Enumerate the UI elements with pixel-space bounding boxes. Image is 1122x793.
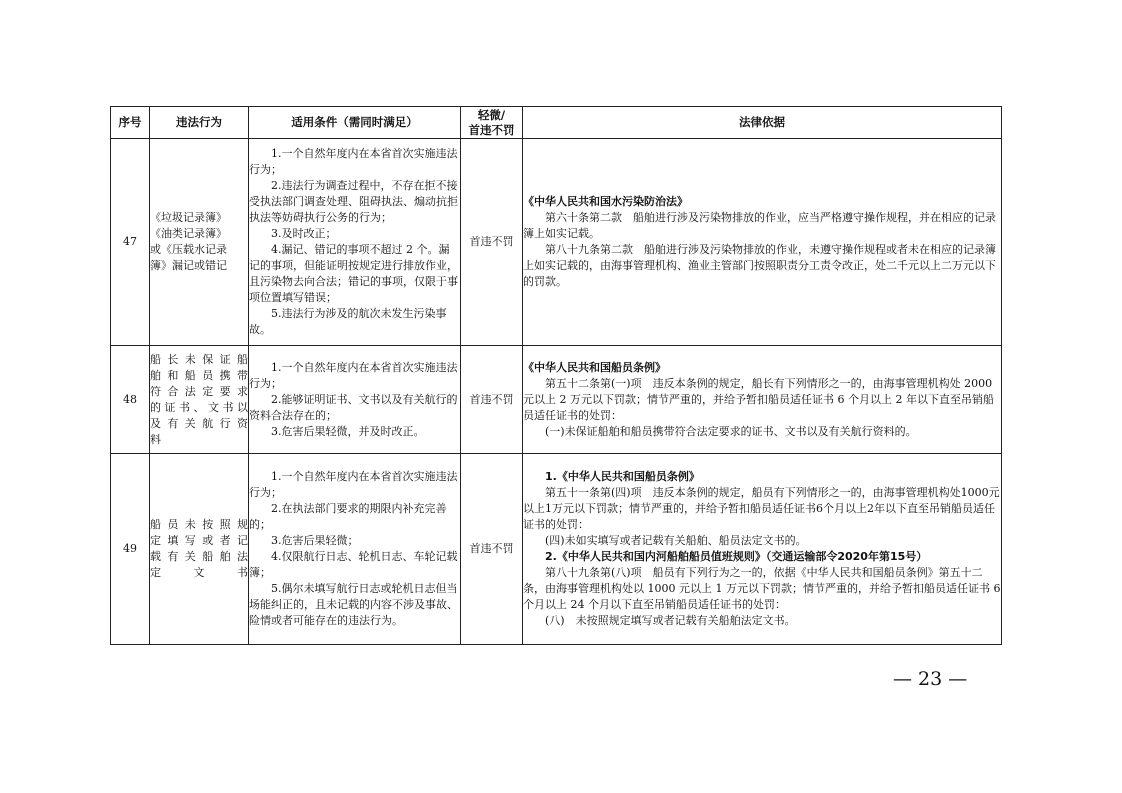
law-title: 2.《中华人民共和国内河船舶船员值班规则》（交通运输部令2020年第15号） [545, 550, 928, 563]
header-serial-number: 序号 [111, 107, 150, 139]
first-offense-cell: 首违不罚 [461, 139, 523, 346]
law-article: 第六十条第二款 船舶进行涉及污染物排放的作业，应当严格遵守操作规程，并在相应的记录簿上如实记载。 [523, 211, 996, 240]
first-offense-cell: 首违不罚 [461, 346, 523, 454]
condition-item: 1.一个自然年度内在本省首次实施违法行为； [249, 470, 458, 499]
table-header-row [111, 107, 1002, 139]
condition-item: 2.能够证明证书、文书以及有关航行的资料合法存在的； [249, 392, 458, 422]
condition-item: 3.危害后果轻微； [271, 534, 359, 547]
violation-line: 符合法定要求 [150, 384, 248, 398]
condition-item: 1.一个自然年度内在本省首次实施违法行为； [249, 147, 458, 176]
violation-line: 定填写或者记 [150, 534, 248, 547]
condition-item: 2.违法行为调查过程中，不存在拒不接受执法部门调查处理、阻碍执法、煽动抗拒执法等妨碍执行公务的行为； [249, 179, 458, 224]
condition-item: 4.漏记、错记的事项不超过 2 个。漏记的事项，但能证明按规定进行排放作业，且污染物去向合法；错记的事项，仅限于事项位置填写错误； [249, 243, 458, 304]
conditions-cell [249, 346, 461, 454]
penalty-table [110, 106, 1002, 645]
violation-line: 的证书、文书以 [150, 400, 248, 414]
law-title: 1.《中华人民共和国船员条例》 [545, 470, 700, 483]
table-row [111, 139, 1002, 346]
law-article: (八) 未按照规定填写或者记载有关船舶法定文书。 [545, 614, 796, 627]
row-serial-number: 47 [111, 139, 150, 346]
row-serial-number: 49 [111, 454, 150, 645]
violation-line: 及有关航行资 [150, 416, 248, 430]
violation-line: 舶和船员携带 [150, 368, 248, 382]
violation-line: 定文书 [150, 566, 248, 579]
condition-item: 2.在执法部门要求的期限内补充完善的； [249, 502, 447, 531]
legal-basis-cell [523, 346, 1002, 454]
condition-item: 1.一个自然年度内在本省首次实施违法行为； [249, 360, 458, 390]
legal-basis-cell [523, 139, 1002, 346]
header-legal-basis: 法律依据 [523, 107, 1002, 139]
row-serial-number: 48 [111, 346, 150, 454]
violation-line: 或《压载水记录 [150, 243, 227, 256]
table-row [111, 454, 1002, 645]
first-offense-cell: 首违不罚 [461, 454, 523, 645]
header-first-offense: 轻微/ 首违不罚 [461, 107, 523, 139]
violation-cell [150, 139, 249, 346]
law-article: 第五十一条第(四)项 违反本条例的规定，船员有下列情形之一的，由海事管理机构处1000元以上1万元以下罚款；情节严重的，并给予暂扣船员适任证书6个月以上2年以下直至吊销船员适任证书的处罚： [523, 486, 1000, 531]
law-article: 第五十二条第(一)项 违反本条例的规定，船长有下列情形之一的，由海事管理机构处 2000 元以上 2 万元以下罚款；情节严重的，并给予暂扣船员适任证书 6 个月以上 2 年以下直至吊销船员适任证书的处罚： [523, 376, 994, 422]
violation-line: 船长未保证船 [150, 352, 248, 366]
violation-cell [150, 454, 249, 645]
violation-line: 簿》漏记或错记 [150, 259, 227, 272]
condition-item: 4.仅限航行日志、轮机日志、车轮记载簿； [249, 550, 458, 579]
condition-item: 3.危害后果轻微，并及时改正。 [271, 424, 425, 438]
law-article: (一)未保证船舶和船员携带符合法定要求的证书、文书以及有关航行资料的。 [545, 424, 917, 438]
conditions-cell [249, 139, 461, 346]
header-conditions: 适用条件（需同时满足） [249, 107, 461, 139]
violation-cell [150, 346, 249, 454]
condition-item: 5.违法行为涉及的航次未发生污染事故。 [249, 307, 447, 336]
law-title: 《中华人民共和国水污染防治法》 [523, 195, 688, 208]
violation-line: 料 [150, 432, 161, 446]
legal-basis-cell [523, 454, 1002, 645]
condition-item: 5.偶尔未填写航行日志或轮机日志但当场能纠正的，且未记载的内容不涉及事故、险情或者可能存在的违法行为。 [249, 582, 458, 627]
page-number: — 23 — [893, 668, 968, 690]
violation-line: 船员未按照规 [150, 518, 248, 531]
law-title: 《中华人民共和国船员条例》 [523, 360, 666, 374]
table-row [111, 346, 1002, 454]
header-violation: 违法行为 [150, 107, 249, 139]
violation-line: 载有关船舶法 [150, 550, 248, 563]
violation-line: 《油类记录簿》 [150, 227, 227, 240]
condition-item: 3.及时改正； [271, 227, 337, 240]
law-article: 第八十九条第二款 船舶进行涉及污染物排放的作业，未遵守操作规程或者未在相应的记录簿上如实记载的，由海事管理机构、渔业主管部门按照职责分工责令改正，处二千元以上二万元以下的罚款。 [523, 243, 996, 288]
conditions-cell [249, 454, 461, 645]
law-article: 第八十九条第(八)项 船员有下列行为之一的，依据《中华人民共和国船员条例》第五十二条，由海事管理机构处以 1000 元以上 1 万元以下罚款；情节严重的，并给予暂扣船员适任证书 6 个月以上 24 个月以下直至吊销船员适任证书的处罚： [523, 566, 1001, 611]
violation-line: 《垃圾记录簿》 [150, 211, 227, 224]
law-article: (四)未如实填写或者记载有关船舶、船员法定文书的。 [545, 534, 807, 547]
